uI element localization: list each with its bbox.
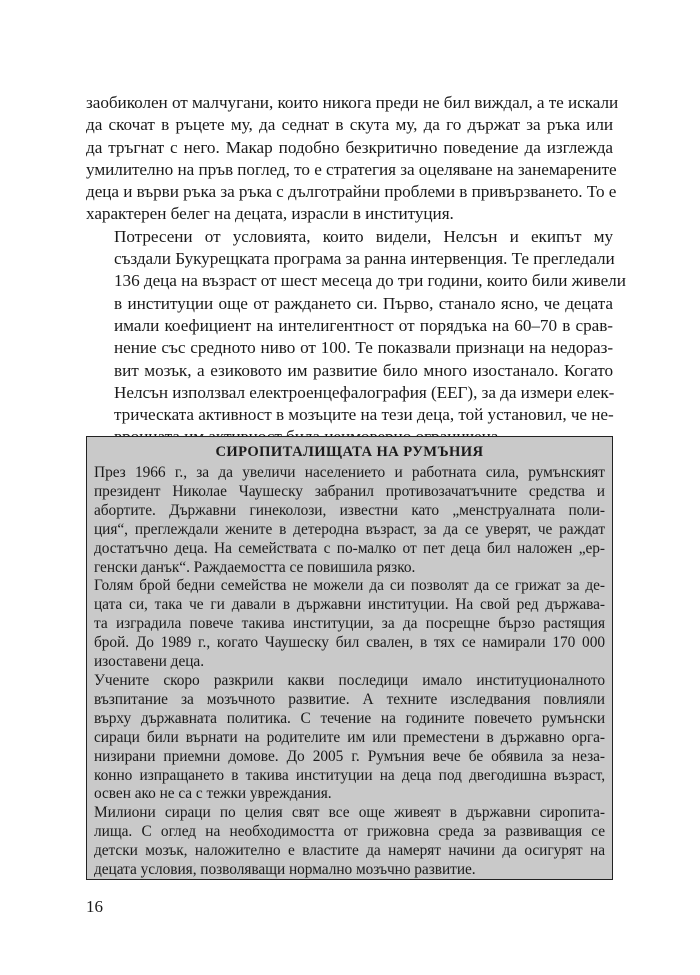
box-text-line: брой. До 1989 г., когато Чаушеску бил свален, в тях се намирали 170 000 [94, 634, 605, 652]
box-text-line: сираци били върнати на родителите им или преместени в държавно орга- [94, 728, 605, 746]
box-title: СИРОПИТАЛИЩАТА НА РУМЪНИЯ [215, 444, 484, 460]
box-text-line: генски данък“. Раждаемостта се повишила рязко. [94, 558, 416, 576]
box-paragraph [94, 804, 605, 880]
text-line: характерен белег на децата, израсли в институция. [86, 204, 454, 224]
text-line: да тръгнат с него. Макар подобно безкритично поведение да изглежда [86, 137, 613, 157]
box-text-line: През 1966 г., за да увеличи населението и работната сила, румънският [94, 464, 605, 481]
text-line: Потресени от условията, които видели, Нелсън и екипът му [114, 226, 613, 246]
text-line: 136 деца на възраст от шест месеца до три години, които били живели [114, 271, 626, 291]
text-line: Нелсън използвал електроенцефалография (ЕЕГ), за да измери елек- [114, 382, 615, 402]
box-text-line: детски мозък, наложително е властите да намерят начини да осигурят на [94, 842, 605, 860]
box-text-line: та изградила повече такива институции, за да посрещне бързо растящия [94, 615, 605, 633]
box-paragraph [94, 577, 605, 672]
box-text-line: конно изпращането в такива институции на деца под двегодишна възраст, [94, 766, 605, 784]
box-body [94, 464, 605, 880]
text-line: трическата активност в мозъците на тези деца, той установил, че не- [114, 405, 614, 425]
text-line: заобиколен от малчугани, които никога преди не бил виждал, а те искали [86, 93, 619, 112]
box-text-line: Учените скоро разкрили какви последици имало институционалното [94, 671, 605, 689]
page-number: 16 [86, 897, 103, 916]
box-text-line: абортите. Държавни гинеколози, известни като „менструалната поли- [94, 501, 605, 519]
box-text-line: президент Николае Чаушеску забранил противозачатъчните средства и [94, 482, 605, 500]
text-line: умилително на пръв поглед, то е стратегия за оцеляване на занемарените [86, 159, 617, 179]
box-text-line: изоставени деца. [94, 653, 204, 671]
box-text-line: възпитание за мозъчното развитие. А техните изследвания повлияли [94, 690, 605, 708]
box-text-line: достатъчно деца. На семействата с по-малко от пет деца бил наложен „ер- [94, 539, 605, 557]
box-text-line: Голям брой бедни семейства не можели да си позволят да се грижат за де- [94, 577, 605, 595]
sidebar-box [86, 436, 613, 880]
box-text-line: ция“, преглеждали жените в детеродна възраст, за да се уверят, че раждат [94, 520, 605, 538]
text-line: вит мозък, а езиковото им развитие било много изостанало. Когато [114, 360, 613, 380]
box-paragraph [94, 672, 605, 804]
box-text-line: децата условия, позволяващи нормално мозъчно развитие. [94, 861, 476, 879]
paragraph [86, 92, 619, 226]
text-line: нение със средното ниво от 100. Те показвали признаци на недораз- [114, 338, 613, 358]
text-line: да скочат в ръцете му, да седнат в скута му, да го държат за ръка или [86, 115, 613, 135]
text-line: имали коефициент на интелигентност от порядъка на 60–70 в срав- [114, 315, 613, 335]
box-text-line: цата си, така че ги давали в държавни институции. На свой ред държава- [94, 596, 605, 614]
text-line: създали Букурещката програма за ранна интервенция. Те прегледали [114, 249, 615, 269]
paragraph [86, 226, 626, 449]
text-line: в институции още от раждането си. Първо, станало ясно, че децата [114, 293, 613, 313]
text-line: деца и върви ръка за ръка с дълготрайни проблеми в привързването. То е [86, 182, 617, 202]
box-text-line: низирани приемни домове. До 2005 г. Румъния вече бе обявила за неза- [94, 747, 605, 765]
box-text-line: върху държавната политика. С течение на годините повечето румънски [94, 709, 605, 727]
box-text-line: Милиони сираци по целия свят все още живеят в държавни сиропита- [94, 804, 605, 822]
main-text [86, 92, 626, 449]
box-text-line: освен ако не са с тежки увреждания. [94, 785, 332, 803]
box-paragraph [94, 464, 605, 577]
box-text-line: лища. С оглед на необходимостта от грижовна среда за развиващия се [94, 823, 605, 841]
